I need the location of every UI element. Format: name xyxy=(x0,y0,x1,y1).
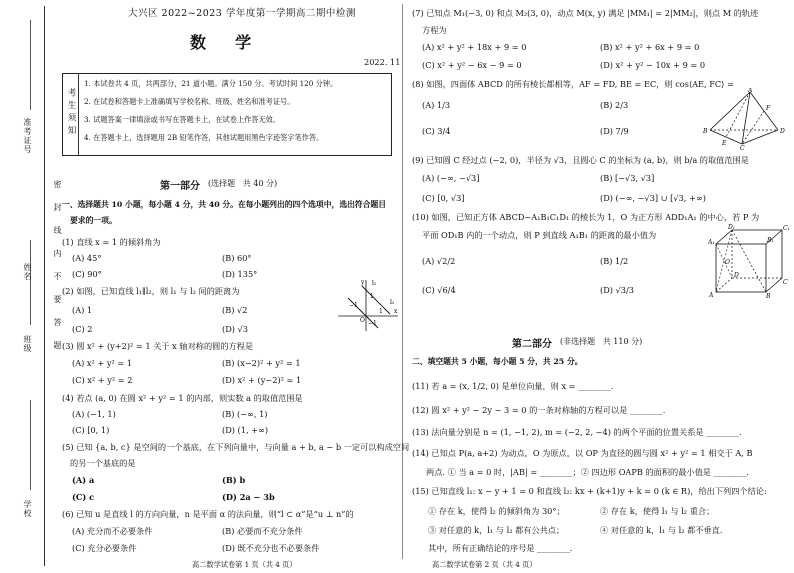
q9-stem: (9) 已知圆 C 经过点 (−2, 0)，半径为 √3，且圆心 C 的坐标为 (a, b)，则 b/a 的取值范围是 xyxy=(412,155,749,165)
q3-stem: (3) 圆 x² + (y+2)² = 1 关于 x 轴对称的圆的方程是 xyxy=(62,341,254,351)
exam-title: 大兴区 2022~2023 学年度第一学期高二期中检测 xyxy=(128,8,356,19)
q5-stem-2: 的另一个基底的是 xyxy=(70,458,136,468)
notice-item-4: 4. 在答题卡上，选择题用 2B 铅笔作答，其他试题用黑色字迹签字笔作答。 xyxy=(84,133,324,142)
q8-figure xyxy=(700,88,786,150)
q5-option-d: (D) 2a − 3b xyxy=(222,492,275,502)
q1-option-b: (B) 60° xyxy=(222,253,252,263)
q9-option-d: (D) (−∞, −√3] ∪ [√3, +∞) xyxy=(600,193,706,203)
q10-label-a1: A₁ xyxy=(708,239,715,246)
q2-label-l1: l₁ xyxy=(372,280,377,287)
q7-option-c: (C) x² + y² − 6x − 9 = 0 xyxy=(422,60,522,70)
q12-stem: (12) 圆 x² + y² − 2y − 3 = 0 的一条对称轴的方程可以是 ________. xyxy=(412,405,666,415)
q2-stem: (2) 如图，已知直线 l₁∥l₂，则 l₁ 与 l₂ 间的距离为 xyxy=(62,286,240,296)
q2-label-x: x xyxy=(394,308,398,315)
notice-item-2: 2. 在试卷和答题卡上准确填写学校名称、班级、姓名和准考证号。 xyxy=(84,97,295,106)
footer-right: 高二数学试卷第 2 页（共 4 页） xyxy=(432,560,537,569)
q2-option-c: (C) 2 xyxy=(72,324,93,334)
q2-option-a: (A) 1 xyxy=(72,305,93,315)
part1-title: 第一部分 xyxy=(160,181,200,192)
part2-instruction: 二、填空题共 5 小题，每小题 5 分，共 25 分。 xyxy=(412,357,583,366)
school-field xyxy=(30,400,31,490)
binding-label-class: 班级 xyxy=(23,335,32,353)
subject-title: 数 学 xyxy=(190,33,258,52)
q2-label-yneg: −1 xyxy=(368,320,377,327)
notice-item-3: 3. 试题答案一律填涂或书写在答题卡上，在试卷上作答无效。 xyxy=(84,115,281,124)
q10-option-b: (B) 1/2 xyxy=(600,256,629,266)
q7-stem: (7) 已知点 M₁(−3, 0) 和点 M₂(3, 0)，动点 M(x, y) 满足 |MM₁| = 2|MM₂|，则点 M 的轨迹 xyxy=(412,8,759,18)
part2-note: (非选择题 共 110 分) xyxy=(560,337,643,346)
q5-stem: (5) 已知 {a, b, c} 是空间的一个基底，在下列向量中，与向量 a + b, a − b 一定可以构成空间 xyxy=(62,442,410,452)
q1-option-c: (C) 90° xyxy=(72,269,102,279)
q3-option-b: (B) (x−2)² + y² = 1 xyxy=(222,358,301,368)
q10-figure xyxy=(708,222,790,298)
q8-label-b: B xyxy=(703,128,708,135)
q10-label-c1: C₁ xyxy=(783,225,790,232)
q10-label-d1: D₁ xyxy=(728,224,736,231)
q15-conclusion-1: ① 存在 k，使得 l₂ 的倾斜角为 30°； xyxy=(428,506,565,516)
q2-label-o: O xyxy=(360,317,365,324)
q3-option-d: (D) x² + (y−2)² = 1 xyxy=(222,375,302,385)
q8-option-d: (D) 7/9 xyxy=(600,126,629,136)
q11-stem: (11) 若 a = (x, 1/2, 0) 是单位向量，则 x = ________. xyxy=(412,381,614,391)
q4-stem: (4) 若点 (a, 0) 在圆 x² + y² = 1 的内部，则实数 a 的取值范围是 xyxy=(62,393,303,403)
q10-option-d: (D) √3/3 xyxy=(600,285,634,295)
q6-option-c: (C) 充分必要条件 xyxy=(72,543,137,553)
q6-stem: (6) 已知 u 是直线 l 的方向向量，n 是平面 α 的法向量，则“l ⊂ α”是“u ⊥ n”的 xyxy=(62,509,354,519)
notice-item-1: 1. 本试卷共 4 页，共两部分，21 道小题。满分 150 分。考试时间 120 分钟。 xyxy=(84,79,338,88)
q10-stem: (10) 如图，已知正方体 ABCD−A₁B₁C₁D₁ 的棱长为 1，O 为正方形 ADD₁A₁ 的中心，若 P 为 xyxy=(412,212,760,222)
footer-left: 高二数学试卷第 1 页（共 4 页） xyxy=(192,560,297,569)
q14-stem-2: 两点. ① 当 a = 0 时，|AB| = ________；② 四边形 OAPB 的面积的最小值是 ________. xyxy=(426,467,749,477)
q10-label-b1: B₁ xyxy=(767,237,774,244)
q8-label-e: E xyxy=(722,140,727,147)
binding-label-school: 学校 xyxy=(23,500,32,518)
notice-label: 考生须知 xyxy=(66,88,76,138)
q2-label-xneg: −1 xyxy=(349,302,358,309)
notice-divider xyxy=(78,73,79,156)
q10-label-c: C xyxy=(783,279,788,286)
q9-option-a: (A) (−∞, −√3] xyxy=(422,173,480,183)
q1-option-d: (D) 135° xyxy=(222,269,258,279)
part1-instruction-2: 要求的一项。 xyxy=(70,216,117,225)
q8-label-f: F xyxy=(766,105,771,112)
q10-label-d: D xyxy=(734,272,739,279)
q8-label-a: A xyxy=(748,88,753,94)
page-divider xyxy=(402,4,403,559)
q7-stem-2: 方程为 xyxy=(422,25,447,35)
q13-stem: (13) 法向量分别是 n = (1, −1, 2), m = (−2, 2, −4) 的两个平面的位置关系是 ________. xyxy=(412,427,742,437)
q6-option-b: (B) 必要而不充分条件 xyxy=(222,526,303,536)
q4-option-c: (C) [0, 1) xyxy=(72,425,110,435)
q1-option-a: (A) 45° xyxy=(72,253,102,263)
q2-figure xyxy=(336,276,400,334)
q10-label-a: A xyxy=(709,292,714,298)
q7-option-a: (A) x² + y² + 18x + 9 = 0 xyxy=(422,42,527,52)
q8-option-c: (C) 3/4 xyxy=(422,126,451,136)
q9-option-b: (B) [−√3, √3] xyxy=(600,173,655,183)
q5-option-c: (C) c xyxy=(72,492,95,502)
q7-option-b: (B) x² + y² + 6x + 9 = 0 xyxy=(600,42,700,52)
q3-option-a: (A) x² + y² = 1 xyxy=(72,358,133,368)
q15-tail: 其中，所有正确结论的序号是 ________. xyxy=(428,543,573,553)
q8-stem: (8) 如图，四面体 ABCD 的所有棱长都相等，AF = FD, BE = EC，则 cos⟨AE, FC⟩ = xyxy=(412,79,734,89)
q1-stem: (1) 直线 x = 1 的倾斜角为 xyxy=(62,237,161,247)
q4-option-b: (B) (−∞, 1) xyxy=(222,409,268,419)
q10-option-c: (C) √6/4 xyxy=(422,285,456,295)
q2-option-b: (B) √2 xyxy=(222,305,248,315)
q15-conclusion-2: ② 存在 k，使得 l₁ 与 l₂ 重合； xyxy=(600,506,715,516)
q3-option-c: (C) x² + y² = 2 xyxy=(72,375,133,385)
q8-label-c: C xyxy=(740,145,745,150)
exam-date: 2022. 11 xyxy=(364,57,401,67)
q5-option-b: (B) b xyxy=(222,475,246,485)
binding-line xyxy=(44,6,45,566)
q8-label-d: D xyxy=(780,128,785,135)
q7-option-d: (D) x² + y² − 10x + 9 = 0 xyxy=(600,60,706,70)
q2-label-y: y xyxy=(361,279,365,286)
binding-label-name: 姓名 xyxy=(23,263,32,281)
q10-label-o: O xyxy=(725,259,730,266)
q2-label-ypos: 1 xyxy=(370,293,374,300)
q10-label-b: B xyxy=(766,293,771,298)
binding-label-id: 准考证号 xyxy=(23,118,32,154)
q4-option-a: (A) (−1, 1) xyxy=(72,409,116,419)
q5-option-a: (A) a xyxy=(72,475,95,485)
q4-option-d: (D) (1, +∞) xyxy=(222,425,269,435)
q14-stem: (14) 已知点 P(a, a+2) 为动点，O 为原点，以 OP 为直径的圆与圆 x² + y² = 1 相交于 A, B xyxy=(412,448,753,458)
q6-option-a: (A) 充分而不必要条件 xyxy=(72,526,153,536)
q6-option-d: (D) 既不充分也不必要条件 xyxy=(222,543,320,553)
q15-conclusion-4: ④ 对任意的 k，l₁ 与 l₂ 都不垂直. xyxy=(600,525,723,535)
class-field xyxy=(30,240,31,325)
q2-label-xpos: 1 xyxy=(379,308,383,315)
q2-option-d: (D) √3 xyxy=(222,324,248,334)
q2-label-l2: l₂ xyxy=(390,299,395,306)
q8-option-b: (B) 2/3 xyxy=(600,100,629,110)
q10-option-a: (A) √2/2 xyxy=(422,256,456,266)
part1-instruction: 一、选择题共 10 小题，每小题 4 分，共 40 分。在每小题列出的四个选项中，选出符合题目 xyxy=(62,200,387,209)
seal-text: 密封线内不要答题 xyxy=(53,180,62,364)
q10-stem-2: 平面 OD₁B 内的一个动点，则 P 到直线 A₁B₁ 的距离的最小值为 xyxy=(422,230,657,240)
q15-conclusion-3: ③ 对任意的 k，l₁ 与 l₂ 都有公共点； xyxy=(428,525,565,535)
q15-stem: (15) 已知直线 l₁: x − y + 1 = 0 和直线 l₂: kx + (k+1)y + k = 0 (k ∈ R)，给出下列四个结论: xyxy=(412,486,767,496)
q8-option-a: (A) 1/3 xyxy=(422,100,451,110)
q9-option-c: (C) [0, √3] xyxy=(422,193,465,203)
part2-title: 第二部分 xyxy=(512,339,552,350)
part1-note: (选择题 共 40 分) xyxy=(208,179,278,188)
id-field xyxy=(30,20,31,110)
